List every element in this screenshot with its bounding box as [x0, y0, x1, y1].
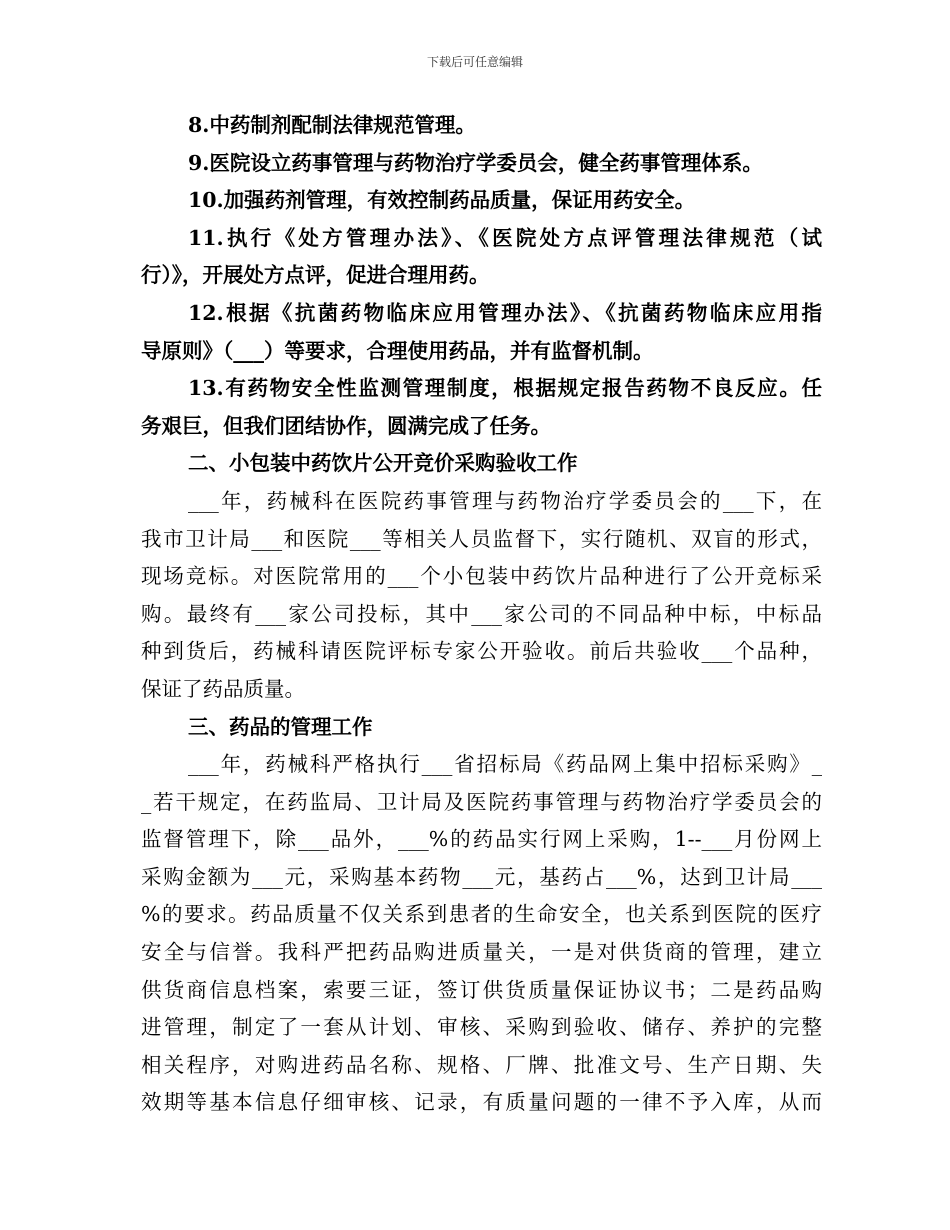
text-line: 11.执行《处方管理办法》、《医院处方点评管理法律规范（试	[188, 225, 822, 250]
text-line: 保证了药品质量。	[141, 676, 305, 701]
document-body	[141, 107, 822, 1122]
text-line: 13.有药物安全性监测管理制度，根据规定报告药物不良反应。任	[188, 376, 822, 401]
text-line: 种到货后，药械科请医院评标专家公开验收。前后共验收___个品种，	[141, 639, 822, 664]
text-line: 进管理，制定了一套从计划、审核、采购到验收、储存、养护的完整	[141, 1015, 822, 1040]
text-line: 购。最终有___家公司投标，其中___家公司的不同品种中标，中标品	[141, 601, 822, 626]
text-line: 效期等基本信息仔细审核、记录，有质量问题的一律不予入库，从而	[141, 1090, 822, 1115]
text-line: 相关程序，对购进药品名称、规格、厂牌、批准文号、生产日期、失	[141, 1052, 822, 1077]
text-line: _若干规定，在药监局、卫计局及医院药事管理与药物治疗学委员会的	[141, 789, 822, 814]
text-line: 务艰巨，但我们团结协作，圆满完成了任务。	[141, 413, 551, 438]
text-line: 12.根据《抗菌药物临床应用管理办法》、《抗菌药物临床应用指	[188, 300, 822, 325]
text-line: 行）》，开展处方点评，促进合理用药。	[141, 263, 490, 288]
text-line: %的要求。药品质量不仅关系到患者的生命安全，也关系到医院的医疗	[141, 902, 822, 927]
text-line: 9.医院设立药事管理与药物治疗学委员会，健全药事管理体系。	[188, 150, 763, 175]
text-line: 三、药品的管理工作	[188, 714, 373, 739]
text-line: 现场竞标。对医院常用的___个小包装中药饮片品种进行了公开竞标采	[141, 564, 822, 589]
text-line: 采购金额为___元，采购基本药物___元，基药占___%，达到卫计局___	[141, 864, 822, 889]
text-line: 供货商信息档案，索要三证，签订供货质量保证协议书；二是药品购	[141, 977, 822, 1002]
text-line: 我市卫计局___和医院___等相关人员监督下，实行随机、双盲的形式，	[141, 526, 822, 551]
text-line: 二、小包装中药饮片公开竞价采购验收工作	[188, 451, 578, 476]
text-line: ___年，药械科在医院药事管理与药物治疗学委员会的___下，在	[188, 488, 822, 513]
page-header: 下载后可任意编辑	[426, 55, 523, 69]
text-line: 导原则》（___）等要求，合理使用药品，并有监督机制。	[141, 338, 654, 363]
text-line: 10.加强药剂管理，有效控制药品质量，保证用药安全。	[188, 188, 696, 213]
text-line: 监督管理下，除___品外，___%的药品实行网上采购，1--___月份网上	[141, 827, 822, 852]
text-line: 安全与信誉。我科严把药品购进质量关，一是对供货商的管理，建立	[141, 940, 822, 965]
text-line: ___年，药械科严格执行___省招标局《药品网上集中招标采购》_	[188, 752, 822, 777]
text-line: 8.中药制剂配制法律规范管理。	[188, 113, 476, 137]
